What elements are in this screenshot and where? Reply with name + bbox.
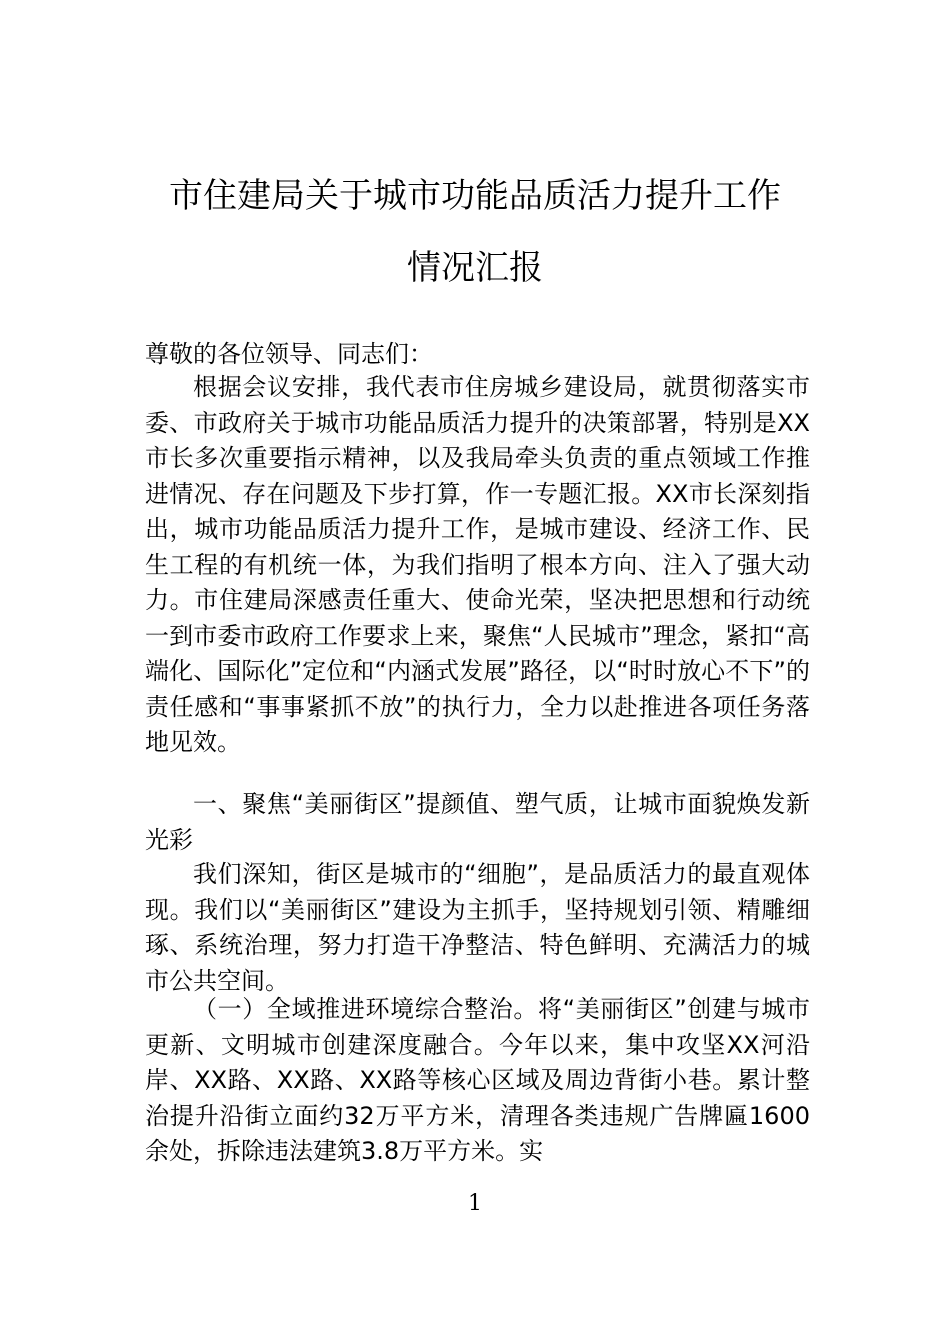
document-title-line-1: 市住建局关于城市功能品质活力提升工作 <box>169 176 781 216</box>
section-heading-1: 一、聚焦“美丽街区”提颜值、塑气质，让城市面貌焕发新光彩 <box>145 790 810 854</box>
document-title-line-2: 情况汇报 <box>407 248 543 288</box>
salutation: 尊敬的各位领导、同志们： <box>145 340 433 368</box>
paragraph-intro: 根据会议安排，我代表市住房城乡建设局，就贯彻落实市委、市政府关于城市功能品质活力提升的决策部署，特别是XX市长多次重要指示精神，以及我局牵头负责的重点领域工作推进情况、存在问题及下步打算，作一专题汇报。XX市长深刻指出，城市功能品质活力提升工作，是城市建设、经济工作、民生工程的有机统一体，为我们指明了根本方向、注入了强大动力。市住建局深感责任重大、使命光荣，坚决把思想和行动统一到市委市政府工作要求上来，聚焦“人民城市”理念，紧扣“高端化、国际化”定位和“内涵式发展”路径，以“时时放心不下”的责任感和“事事紧抓不放”的执行力，全力以赴推进各项任务落地见效。 <box>145 373 810 756</box>
paragraph-section-1: 我们深知，街区是城市的“细胞”，是品质活力的最直观体现。我们以“美丽街区”建设为主抓手，坚持规划引领、精雕细琢、系统治理，努力打造干净整洁、特色鲜明、充满活力的城市公共空间。 <box>145 860 810 995</box>
paragraph-subsection-1: （一）全域推进环境综合整治。将“美丽街区”创建与城市更新、文明城市创建深度融合。今年以来，集中攻坚XX河沿岸、XX路、XX路、XX路等核心区域及周边背街小巷。累计整治提升沿街立面约32万平方米，清理各类违规广告牌匾1600余处，拆除违法建筑3.8万平方米。实 <box>145 995 810 1165</box>
page-number: 1 <box>468 1191 482 1216</box>
